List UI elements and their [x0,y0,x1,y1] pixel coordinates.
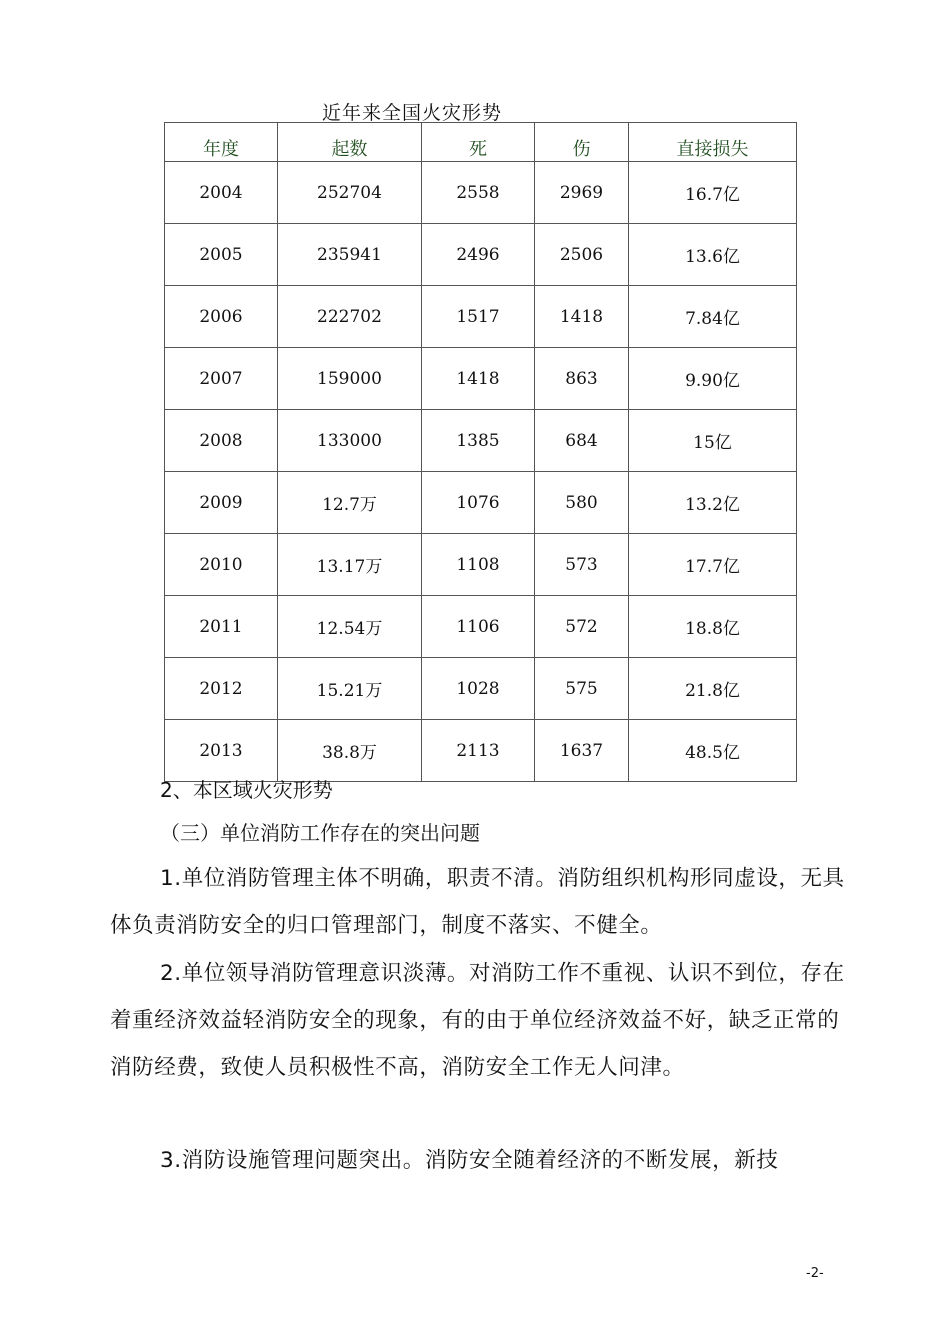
table-row [165,596,797,658]
cell-loss: 7.84亿 [629,286,797,348]
cell-count: 235941 [278,224,422,286]
section-heading-regional: 2、本区域火灾形势 [160,778,333,802]
cell-count: 13.17万 [278,534,422,596]
paragraph-2: 2.单位领导消防管理意识淡薄。对消防工作不重视、认识不到位，存在着重经济效益轻消防安全的现象，有的由于单位经济效益不好，缺乏正常的消防经费，致使人员积极性不高，消防安全工作无人问津。 [110,961,845,1080]
cell-loss: 9.90亿 [629,348,797,410]
table-row [165,348,797,410]
cell-injuries: 2506 [535,224,629,286]
cell-injuries: 573 [535,534,629,596]
cell-year: 2012 [165,658,278,720]
fire-statistics-table [164,122,797,782]
header-direct-loss: 直接损失 [629,123,797,162]
cell-injuries: 580 [535,472,629,534]
cell-deaths: 2558 [422,162,535,224]
table-title: 近年来全国火灾形势 [322,102,503,124]
table-row [165,534,797,596]
cell-count: 159000 [278,348,422,410]
header-deaths: 死 [422,123,535,162]
cell-count: 15.21万 [278,658,422,720]
cell-injuries: 1418 [535,286,629,348]
cell-deaths: 1106 [422,596,535,658]
paragraph-3: 3.消防设施管理问题突出。消防安全随着经济的不断发展，新技 [160,1148,779,1173]
header-year: 年度 [165,123,278,162]
cell-loss: 13.2亿 [629,472,797,534]
cell-year: 2009 [165,472,278,534]
table-row [165,658,797,720]
cell-year: 2013 [165,720,278,782]
cell-injuries: 1637 [535,720,629,782]
table-row [165,472,797,534]
table-row [165,286,797,348]
section-heading-problems: （三）单位消防工作存在的突出问题 [160,821,480,845]
page-number: -2- [806,1266,824,1281]
cell-year: 2004 [165,162,278,224]
cell-deaths: 1418 [422,348,535,410]
table-row [165,720,797,782]
cell-deaths: 1028 [422,658,535,720]
cell-deaths: 2113 [422,720,535,782]
cell-injuries: 863 [535,348,629,410]
header-injuries: 伤 [535,123,629,162]
cell-deaths: 1385 [422,410,535,472]
cell-loss: 17.7亿 [629,534,797,596]
cell-loss: 21.8亿 [629,658,797,720]
cell-deaths: 1517 [422,286,535,348]
table-row [165,410,797,472]
cell-count: 222702 [278,286,422,348]
cell-injuries: 572 [535,596,629,658]
cell-injuries: 684 [535,410,629,472]
header-count: 起数 [278,123,422,162]
cell-loss: 18.8亿 [629,596,797,658]
cell-year: 2006 [165,286,278,348]
cell-loss: 15亿 [629,410,797,472]
cell-loss: 16.7亿 [629,162,797,224]
paragraph-1: 1.单位消防管理主体不明确，职责不清。消防组织机构形同虚设，无具体负责消防安全的归口管理部门，制度不落实、不健全。 [110,866,845,938]
cell-deaths: 2496 [422,224,535,286]
cell-count: 12.54万 [278,596,422,658]
cell-loss: 48.5亿 [629,720,797,782]
cell-year: 2008 [165,410,278,472]
cell-injuries: 2969 [535,162,629,224]
cell-year: 2005 [165,224,278,286]
table-header-row [165,123,797,162]
cell-year: 2011 [165,596,278,658]
cell-deaths: 1076 [422,472,535,534]
cell-count: 252704 [278,162,422,224]
cell-deaths: 1108 [422,534,535,596]
cell-year: 2007 [165,348,278,410]
cell-loss: 13.6亿 [629,224,797,286]
table-row [165,224,797,286]
cell-injuries: 575 [535,658,629,720]
cell-count: 133000 [278,410,422,472]
cell-count: 38.8万 [278,720,422,782]
table-row [165,162,797,224]
cell-count: 12.7万 [278,472,422,534]
cell-year: 2010 [165,534,278,596]
